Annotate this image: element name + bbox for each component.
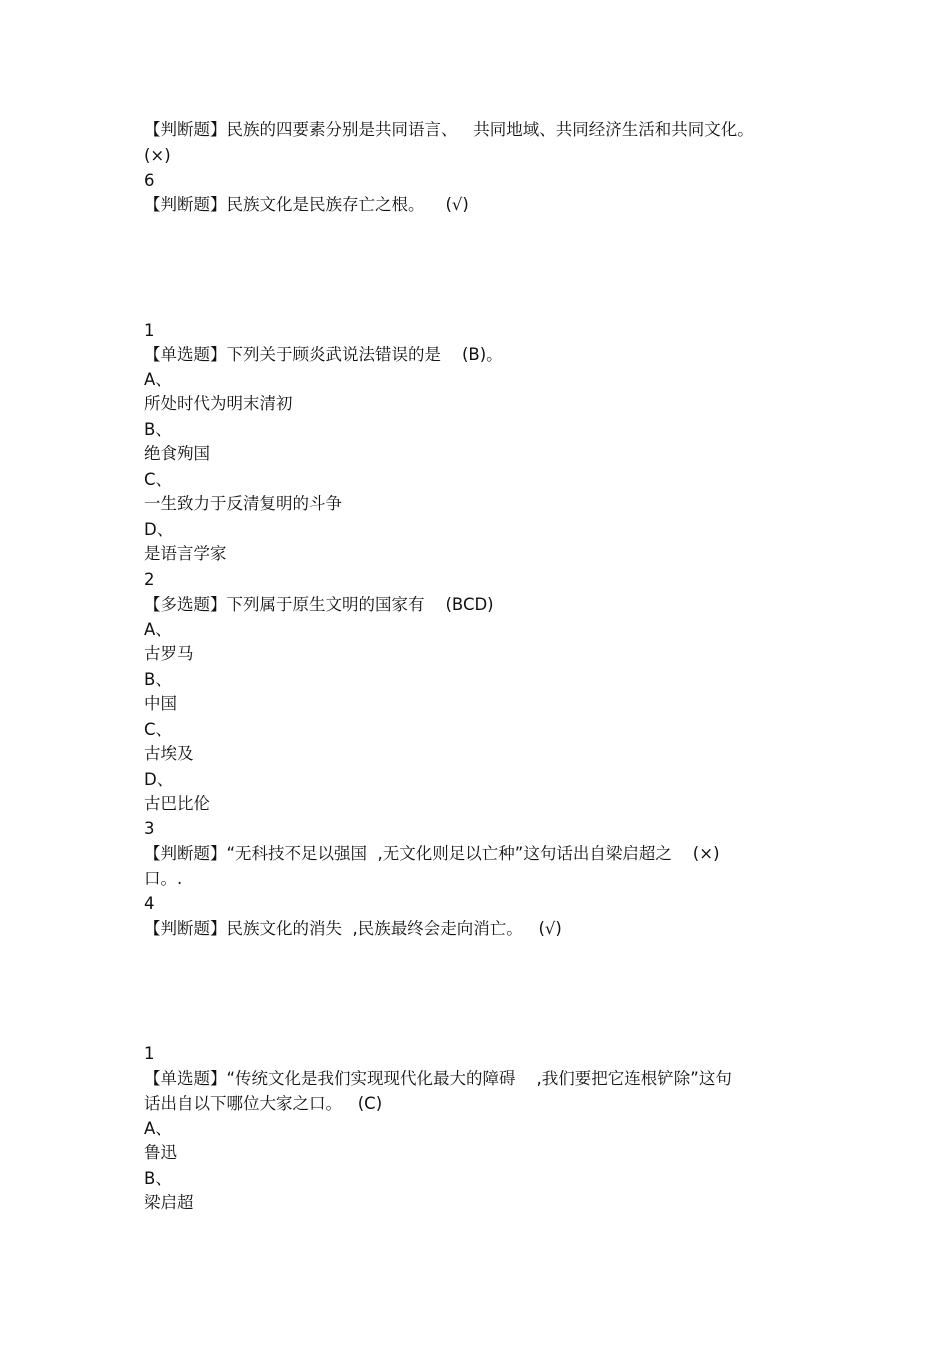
option-text: 是语言学家 xyxy=(144,544,227,563)
option-text: 梁启超 xyxy=(144,1193,194,1212)
question-text: 【单选题】“传统文化是我们实现现代化最大的障碍 ,我们要把它连根铲除”这句 xyxy=(144,1069,732,1088)
option-text: 古巴比伦 xyxy=(144,794,210,813)
option-label: B、 xyxy=(144,670,172,689)
question-number: 2 xyxy=(144,570,155,589)
question-text-continued: 口。. xyxy=(144,869,183,888)
question-text-continued: 话出自以下哪位大家之口。 (C) xyxy=(144,1094,383,1113)
question-number: 1 xyxy=(144,1044,155,1063)
option-label: D、 xyxy=(144,520,174,539)
option-label: A、 xyxy=(144,1119,172,1138)
option-text: 中国 xyxy=(144,694,177,713)
option-label: A、 xyxy=(144,620,172,639)
question-text: 【判断题】“无科技不足以强国 ,无文化则足以亡种”这句话出自梁启超之 (×) xyxy=(144,844,720,863)
question-text: 【判断题】民族的四要素分别是共同语言、 共同地域、共同经济生活和共同文化。 xyxy=(144,120,754,139)
question-text: 【判断题】民族文化是民族存亡之根。 (√) xyxy=(144,195,469,214)
question-text: 【判断题】民族文化的消失 ,民族最终会走向消亡。 (√) xyxy=(144,919,562,938)
option-text: 鲁迅 xyxy=(144,1143,177,1162)
option-label: B、 xyxy=(144,420,172,439)
question-text: 【多选题】下列属于原生文明的国家有 (BCD) xyxy=(144,595,494,614)
option-label: C、 xyxy=(144,720,173,739)
option-text: 一生致力于反清复明的斗争 xyxy=(144,494,342,513)
option-text: 古罗马 xyxy=(144,644,194,663)
question-text: 【单选题】下列关于顾炎武说法错误的是 (B)。 xyxy=(144,345,503,364)
question-number: 6 xyxy=(144,171,155,190)
option-text: 古埃及 xyxy=(144,744,194,763)
option-label: A、 xyxy=(144,370,172,389)
question-number: 1 xyxy=(144,321,155,340)
option-text: 绝食殉国 xyxy=(144,444,210,463)
question-number: 4 xyxy=(144,894,155,913)
answer-mark: (×) xyxy=(144,146,171,165)
option-text: 所处时代为明末清初 xyxy=(144,394,293,413)
option-label: D、 xyxy=(144,770,174,789)
question-number: 3 xyxy=(144,819,155,838)
option-label: C、 xyxy=(144,470,173,489)
option-label: B、 xyxy=(144,1169,172,1188)
